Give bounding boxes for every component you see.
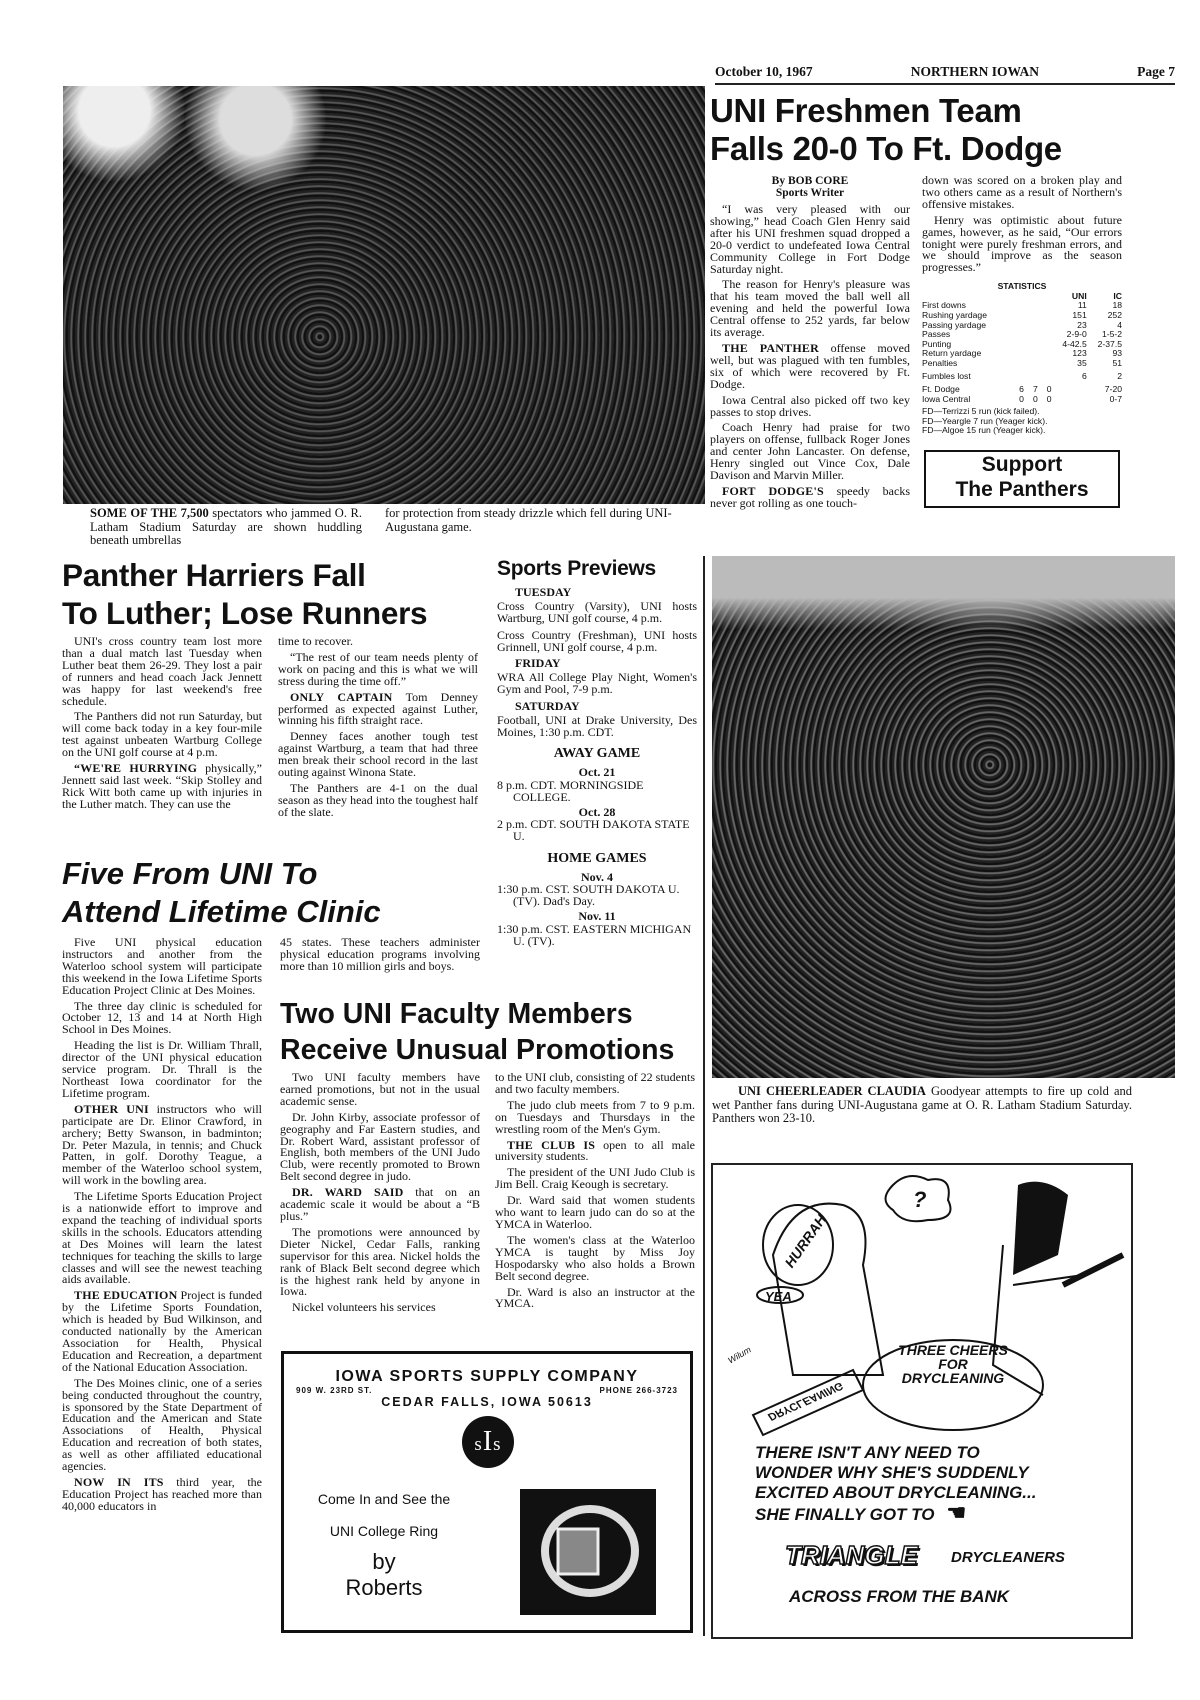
byline-title: Sports Writer [775,187,845,199]
preview-sec: AWAY GAME [553,746,641,762]
preview-game: 1:30 p.m. CST. SOUTH DAKOTA U. (TV). Dad's Day. [497,882,680,909]
score-row [922,382,1122,395]
score-total: 7-20 [1104,384,1122,394]
page-number: Page 7 [1137,64,1175,79]
paragraph [922,212,1122,275]
preview-day: FRIDAY [515,656,561,671]
copy-line: WONDER WHY SHE'S SUDDENLY [755,1463,1029,1482]
caption-text: Goodyear attempts to fire up cold and wet Panther fans during UNI-Augustana game at O. R. Latham Stadium Saturday. Panthers won 23-10. [712,1084,1132,1125]
stats-row [922,369,1122,382]
paragraph-text: to the UNI club, consisting of 22 students and two faculty members. [495,1070,695,1096]
paragraph-text: “I was very pleased with our showing,” head Coach Glen Henry said after his UNI freshmen squad dropped a 20-0 verdict to undefeated Iowa Central Community College in Fort Dodge Saturday night. [710,202,910,276]
paragraph-lead: THE PANTHER [722,340,819,355]
quarter-score: 0 [1046,393,1052,404]
paragraph [62,1040,262,1100]
masthead [715,64,1175,85]
stat-label: Penalties [922,358,958,368]
lifetime-column-2 [280,937,480,977]
paragraph [495,1167,695,1191]
paragraph-text: instructors who will participate are Dr. Elinor Crawford, in archery; Betty Swanson, in badminton; Dr. Peter Mazula, in tennis; and Chuck Patten, in golf. Dorothy Teague, a member of the Waterloo school system, will work in the bowling area. [62,1101,262,1188]
paragraph [278,689,478,728]
preview-game: 8 p.m. CDT. MORNINGSIDE COLLEGE. [497,777,644,804]
quarter-score: 0 [1032,393,1038,404]
paragraph [710,340,910,391]
paragraph-text: Tom Denney performed as expected against Luther, winning his fifth straight race. [278,689,478,728]
paragraph-text: UNI's cross country team lost more than a dual match last Tuesday when Luther beat them 26-29. They lost a pair of runners and head coach Jack Jennett was happy for last weekend's free schedule. [62,634,262,708]
paragraph [62,937,262,997]
paragraph [280,1072,480,1108]
paragraph [280,1224,480,1299]
paragraph-text: The Lifetime Sports Education Project is a nationwide effort to improve and expand the teaching of individual sports skills in the schools. Educators attending at Des Moines will learn the latest techniques for teaching the skills to large classes and will see the newest teaching aids available. [62,1189,262,1287]
score-team: Ft. Dodge [922,384,960,394]
headline-line: Two UNI Faculty Members [280,998,633,1030]
paragraph [710,392,910,419]
stat-uni: 35 [1077,358,1087,368]
preview-date: Nov. 4 [580,869,613,884]
headline-line: To Luther; Lose Runners [62,595,428,631]
stat-label: First downs [922,300,966,311]
score-row [922,395,1122,405]
byline [710,175,910,199]
lifetime-headline [62,855,381,931]
class-ring-photo [520,1489,656,1615]
copy-line-with-hand [755,1500,1036,1525]
paragraph-text: Two UNI faculty members have earned promotions, but not in the usual academic sense. [280,1070,480,1108]
cheerleader-photo-caption [712,1085,1132,1126]
sports-previews [497,556,697,950]
stats-row [922,330,1122,340]
scoring-play: FD—Terrizzi 5 run (kick failed). [922,406,1040,417]
preview-date: Oct. 21 [578,765,616,780]
headline-line: Receive Unusual Promotions [280,1034,675,1066]
paragraph-continued [922,175,1122,211]
drycleaning-sign: DRYCLEANING [766,1379,845,1423]
column-header: UNI [1071,290,1087,301]
paragraph-lead: ONLY CAPTAIN [290,689,393,704]
paragraph-continued [280,937,480,973]
cheerleader-photo [712,556,1175,1078]
crowd-photo-caption-continued: for protection from steady drizzle which fell during UNI-Augustana game. [385,506,672,534]
spacer [1052,382,1087,395]
ad-phone: PHONE 266-3723 [599,1386,678,1395]
preview-txt: Cross Country (Varsity), UNI hosts Wartburg, UNI golf course, 4 p.m. [497,599,697,626]
stat-uni: 2-9-0 [1066,329,1087,340]
paragraph [495,1284,695,1311]
statistics-table [922,292,1122,404]
faculty-column-2 [495,1072,695,1314]
stat-uni: 4-42.5 [1062,338,1087,349]
harriers-column-1 [62,636,262,815]
freshmen-headline [710,92,1062,168]
column-header: IC [1113,290,1122,301]
preview-date: Nov. 11 [578,909,616,924]
paragraph-lead: DR. WARD SAID [292,1185,404,1200]
byline-author: By BOB CORE [771,175,849,187]
pointing-hand-icon: ☚ [946,1500,967,1525]
paragraph-text: that on an academic scale it would be about a “B plus.” [280,1185,481,1223]
copy-line: THERE ISN'T ANY NEED TO [755,1443,980,1462]
score-team: Iowa Central [922,393,971,404]
paragraph [280,1302,480,1314]
stat-label: Passing yardage [922,319,987,330]
preview-txt: WRA All College Play Night, Women's Gym and Pool, 7-9 p.m. [497,670,697,697]
stat-ic: 252 [1107,310,1122,321]
paragraph-text: The Panthers did not run Saturday, but will come back today in a key four-mile test against unbeaten Wartburg College on the UNI golf course at 4 p.m. [62,709,262,760]
stadium-crowd-photo [63,86,705,504]
preview-date: Oct. 28 [578,805,616,820]
crowd-photo-caption [90,507,362,548]
support-line: Support [981,452,1063,476]
copy-line: EXCITED ABOUT DRYCLEANING... [755,1483,1037,1502]
paragraph-lead: THE EDUCATION [74,1288,178,1303]
preview-day: TUESDAY [515,585,572,599]
harriers-column-2 [278,636,478,823]
quarter-score: 6 [1019,384,1024,394]
spacer [1052,395,1087,405]
paragraph-text: 45 states. These teachers administer physical education programs involving more than 10 million girls and boys. [280,935,480,973]
paragraph [62,998,262,1037]
harriers-headline [62,556,427,632]
ad-text [294,1491,474,1601]
paragraph [62,1290,262,1373]
paragraph [62,1474,262,1513]
thought-bubble-text: ? [913,1187,927,1212]
scoring-summary [922,407,1122,436]
freshmen-column-1 [710,175,910,514]
paragraph-lead: FORT DODGE'S [722,483,824,498]
score-total: 0-7 [1109,393,1122,404]
paragraph-text: Project is funded by the Lifetime Sports Foundation, which is headed by Bud Wilkinson, and conducted nationally by the American Association for Health, Physical Education and Recreation, a department of the National Education Association. [62,1288,262,1374]
paragraph-lead: “WE'RE HURRYING [74,761,198,776]
headline-line: Five From UNI To [62,856,318,891]
paragraph-text: speedy backs never got rolling as one touch- [710,483,910,510]
faculty-headline [280,996,674,1068]
stat-ic: 51 [1112,358,1122,368]
paragraph [495,1097,695,1136]
stat-label: Rushing yardage [922,310,987,321]
preview-txt: Football, UNI at Drake University, Des Moines, 1:30 p.m. CDT. [497,712,697,740]
paragraph-text: Dr. Ward said that women students who want to learn judo can do so at the YMCA in Waterloo. [495,1193,695,1231]
sis-logo-icon: sIs [462,1416,514,1468]
scoring-play: FD—Yeargle 7 run (Yeager kick). [922,415,1048,426]
faculty-column-1 [280,1072,480,1318]
triangle-drycleaners-cartoon-ad [711,1163,1133,1639]
stat-label: Punting [922,338,952,349]
paragraph-text: The promotions were announced by Dieter Nickel, Cedar Falls, ranking supervisor for this area. Nickel holds the rank of Black Belt second degree which is the highest rank held by anyone in Iowa. [280,1224,480,1299]
iowa-sports-supply-ad [281,1351,693,1633]
paragraph-text: Nickel volunteers his services [292,1300,436,1315]
stat-label: Passes [922,329,951,340]
copy-line: SHE FINALLY GOT TO [755,1505,935,1524]
ad-contact [284,1386,690,1395]
paragraph-text: third year, the Education Project has reached more than 40,000 educators in [62,1474,262,1513]
statistics-title: STATISTICS [997,281,1047,292]
paragraph-continued [278,636,478,648]
paragraph [278,649,478,688]
headline-line: Panther Harriers Fall [62,557,366,593]
preview-game: 1:30 p.m. CST. EASTERN MICHIGAN U. (TV). [497,921,692,948]
stat-ic: 1-5-2 [1101,329,1122,340]
paragraph [495,1137,695,1164]
paragraph [495,1195,695,1231]
paragraph [278,780,478,819]
paragraph [710,422,910,482]
support-the-panthers-box [924,450,1120,508]
paper-name: NORTHERN IOWAN [910,64,1039,79]
paragraph-lead: THE CLUB IS [507,1137,596,1152]
statistics-box [922,282,1122,436]
paragraph [710,279,910,339]
paragraph-text: Heading the list is Dr. William Thrall, director of the UNI physical education service program. Dr. Thrall is the Northeast Iowa coordinator for the Lifetime program. [62,1038,262,1100]
paragraph-text: time to recover. [278,634,353,648]
stats-row [922,359,1122,369]
preview-sec: HOME GAMES [547,850,647,866]
paragraph-text: physically,” Jennett said last week. “Skip Stolley and Rick Witt both came up with injuries in the Luther match. They can use the [62,761,262,811]
stat-uni: 23 [1077,319,1087,330]
stat-uni: 123 [1072,348,1087,359]
headline-line: Attend Lifetime Clinic [62,894,381,929]
triangle-logo: TRIANGLE [785,1540,918,1570]
speech-bubble-yea: YEA [765,1289,792,1304]
speech-bubble-hurrah: HURRAH [781,1211,830,1271]
paragraph [62,711,262,759]
paragraph [62,1191,262,1286]
ad-line: by [372,1549,396,1574]
stat-ic: 4 [1117,319,1122,330]
paragraph-text: Henry was optimistic about future games, however, as he said, “Our errors tonight were purely freshman errors, and we should improve as the season progresses.” [922,212,1122,275]
paragraph [280,1109,480,1184]
ad-address: 909 W. 23RD ST. [296,1386,373,1395]
ad-line: UNI College Ring [329,1523,439,1539]
caption-lead: UNI CHEERLEADER CLAUDIA [738,1084,926,1098]
speech-bubble-three-cheers: THREE CHEERS FOR DRYCLEANING [898,1342,1008,1386]
paragraph-text: The judo club meets from 7 to 9 p.m. on Tuesdays and Thursdays in the wrestling room of the Men's Gym. [495,1097,695,1136]
score-quarters [992,382,1052,395]
paragraph [710,204,910,275]
ad-city: CEDAR FALLS, IOWA 50613 [381,1395,593,1409]
support-line: The Panthers [955,477,1089,501]
stat-uni: 151 [1072,310,1087,321]
ad-company: IOWA SPORTS SUPPLY COMPANY [335,1368,639,1385]
paragraph-text: down was scored on a broken play and two others came as a result of Northern's offensive mistakes. [922,173,1122,211]
paragraph-text: The Panthers are 4-1 on the dual season as they head into the toughest half of the slate. [278,780,478,819]
issue-date: October 10, 1967 [715,64,813,79]
stat-uni: 11 [1077,300,1087,311]
stat-ic: 93 [1112,348,1122,359]
preview-game: 2 p.m. CDT. SOUTH DAKOTA STATE U. [497,817,690,844]
stat-label: Fumbles lost [922,371,971,381]
tagline: ACROSS FROM THE BANK [789,1587,1010,1606]
column-rule [703,556,705,1636]
paragraph [495,1232,695,1283]
brand-suffix: DRYCLEANERS [951,1549,1065,1566]
caption-lead: SOME OF THE 7,500 [90,506,209,520]
stat-ic: 2-37.5 [1097,338,1122,349]
sports-previews-title: Sports Previews [497,557,656,580]
paragraph-text: The reason for Henry's pleasure was that his team moved the ball well all evening and held the powerful Iowa Central offense to 252 yards, far below its average. [710,277,910,340]
stats-row [922,321,1122,331]
paragraph-text: The women's class at the Waterloo YMCA is taught by Miss Joy Hospodarsky who also holds a Brown Belt second degree. [495,1232,695,1283]
paragraph-text: open to all male university students. [495,1137,695,1164]
artist-signature: Wilum [726,1344,753,1366]
paragraph-text: offense moved well, but was plagued with ten fumbles, six of which were recovered by Ft. Dodge. [710,340,910,391]
scoring-play: FD—Algoe 15 run (Yeager kick). [922,425,1046,436]
paragraph-lead: OTHER UNI [74,1101,149,1116]
stat-label: Return yardage [922,348,982,359]
headline-line: UNI Freshmen Team [710,92,1022,129]
stat-ic: 18 [1112,300,1122,311]
paragraph-text: “The rest of our team needs plenty of work on pacing and this is what we will stress during the time off.” [278,649,478,688]
score-quarters [992,395,1052,405]
paragraph [62,1375,262,1474]
paragraph-continued [495,1072,695,1096]
ad-line: Roberts [345,1575,423,1600]
paragraph-text: The three day clinic is scheduled for October 12, 13 and 14 at North High School in Des Moines. [62,998,262,1037]
paragraph [62,763,262,811]
lifetime-column-1 [62,937,262,1517]
paragraph-text: Iowa Central also picked off two key passes to stop drives. [710,392,910,419]
quarter-score: 0 [1046,384,1052,394]
ad-line: Come In and See the [317,1491,451,1507]
paragraph [278,731,478,779]
paragraph-text: The Des Moines clinic, one of a series being conducted throughout the country, is sponsored by the State Department of Education and the American and State Associations of Health, Physical Education and recreation of both states, as well as other affiliated educational agencies. [62,1375,262,1474]
paragraph-text: Denney faces another tough test against Wartburg, a team that had three men break their school record in the last outing against Winona State. [278,729,478,780]
paragraph-text: The president of the UNI Judo Club is Jim Bell. Craig Keough is secretary. [495,1165,695,1192]
stat-ic: 2 [1117,371,1122,381]
paragraph-text: Dr. Ward is also an instructor at the YMCA. [495,1284,695,1311]
preview-txt: Cross Country (Freshman), UNI hosts Grinnell, UNI golf course, 4 p.m. [497,627,697,654]
preview-day: SATURDAY [515,698,580,713]
caption-text: spectators who jammed O. R. Latham Stadium Saturday are shown huddling beneath umbrellas [90,506,362,547]
paragraph [710,483,910,510]
paragraph-text: Coach Henry had praise for two players on offense, fullback Roger Jones and center John Lancaster. On defense, Henry singled out Vince Cox, Dale Davison and Marvin Miller. [710,420,910,483]
quarter-score: 0 [1019,393,1024,404]
paragraph-lead: NOW IN ITS [74,1474,164,1489]
cartoon-copy [755,1443,1036,1525]
paragraph [62,636,262,707]
paragraph-text: Dr. John Kirby, associate professor of geography and Far Eastern studies, and Dr. Robert Ward, assistant professor of English, both members of the UNI Judo Club, were recently promoted to Brown Belt second degree in judo. [280,1109,480,1184]
headline-line: Falls 20-0 To Ft. Dodge [710,130,1062,167]
paragraph [280,1187,480,1223]
paragraph [62,1101,262,1188]
stat-uni: 6 [1081,371,1087,381]
paragraph-text: Five UNI physical education instructors and another from the Waterloo school system will participate this weekend in the Iowa Lifetime Sports Education Project Clinic at Des Moines. [62,935,262,997]
freshmen-column-2 [922,175,1122,508]
quarter-score: 7 [1032,384,1038,394]
